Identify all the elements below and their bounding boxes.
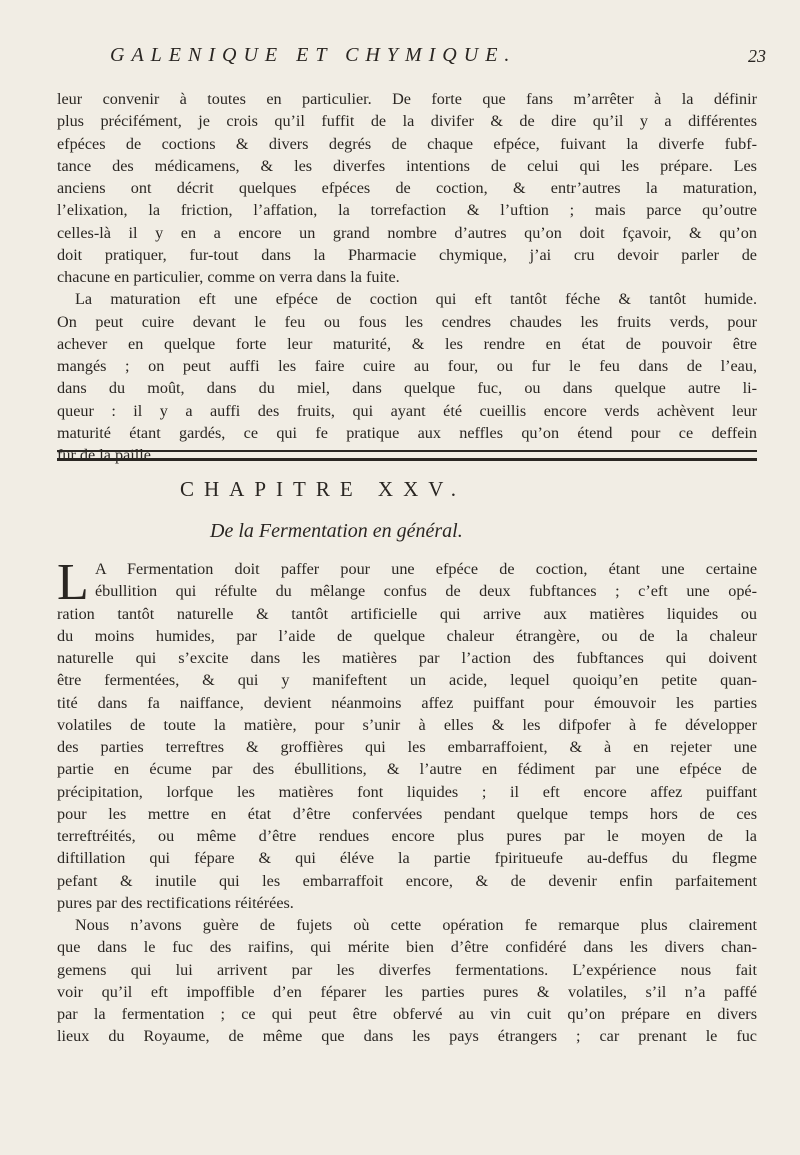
text-line: efpéces de coctions & divers degrés de chaque efpéce, fuivant la diverfe fubf-: [57, 134, 757, 153]
text-line: voir qu’il eft impoffible d’en féparer les parties pures & volatiles, s’il n’a paffé: [57, 982, 757, 1001]
text-line: La maturation eft une efpéce de coction qui eft tantôt féche & tantôt humide.: [75, 290, 757, 309]
text-line: être fermentées, & qui y manifeftent un acide, lequel quoiqu’en petite quan-: [57, 671, 757, 690]
text-line: queur : il y a auffi des fruits, qui ayant été cueillis encore verds achèvent leur: [57, 401, 757, 420]
text-line: tance des médicamens, & les diverfes intentions de celui qui les prépare. Les: [57, 156, 757, 175]
ornamental-rule: [57, 450, 757, 461]
text-line: dans du moût, dans du miel, dans quelque fuc, ou dans quelque autre li-: [57, 379, 757, 398]
text-line: gemens qui lui arrivent par les diverfes fermentations. L’expérience nous fait: [57, 960, 757, 979]
text-line: des parties terreftres & groffières qui les embarraffoient, & à en rejeter une: [57, 738, 757, 756]
text-line: précipitation, lorfque les matières font liquides ; il eft encore affez puiffant: [57, 782, 757, 801]
text-line: Nous n’avons guère de fujets où cette opération fe remarque plus clairement: [75, 916, 757, 934]
drop-cap: L: [57, 554, 89, 611]
text-line: plus précifément, je crois qu’il fuffit de la divifer & de dire qu’il y a différentes: [57, 112, 757, 131]
text-line: pefant & inutile qui les embarraffoit encore, & de devenir enfin parfaitement: [57, 871, 757, 890]
text-line: tité dans fa naiffance, devient néanmoins affez puiffant pour émouvoir les parties: [57, 693, 757, 712]
page-number: 23: [748, 46, 766, 66]
text-line: pures par des rectifications réitérées.: [57, 893, 294, 912]
text-line: mangés ; on peut auffi les faire cuire au four, ou fur le feu dans de l’eau,: [57, 357, 757, 375]
chapter-title: CHAPITRE XXV.: [180, 477, 466, 501]
text-line: pour les mettre en état d’être confervées pendant quelque temps hors de ces: [57, 804, 757, 823]
text-line: ébullition qui réfulte du mêlange confus de deux fubftances ; c’eft une opé-: [95, 582, 757, 601]
text-line: volatiles de toute la matière, pour s’unir à elles & les difpofer à fe développer: [57, 715, 757, 734]
text-line: partie en écume par des ébullitions, & l’autre en fédiment par une efpéce de: [57, 760, 757, 779]
text-line: maturité étant gardés, ce qui fe pratique aux neffles qu’on étend pour ce deffein: [57, 423, 757, 442]
chapter-subtitle: De la Fermentation en général.: [210, 520, 463, 542]
section-1-text: [57, 88, 757, 466]
text-line: terreftréités, ou même d’être rendues encore plus pures par le moyen de la: [57, 827, 757, 845]
text-line: A Fermentation doit paffer pour une efpéce de coction, étant une certaine: [95, 560, 757, 578]
text-line: ration tantôt naturelle & tantôt artificielle qui arrive aux matières liquides ou: [57, 604, 757, 623]
text-line: lieux du Royaume, de même que dans les pays étrangers ; car prenant le fuc: [57, 1027, 757, 1046]
text-line: achever en quelque forte leur maturité, & les rendre en état de pouvoir être: [57, 334, 757, 353]
text-line: naturelle qui s’excite dans les matières par l’action des fubftances qui doivent: [57, 649, 757, 667]
text-line: du moins humides, par l’aide de quelque chaleur étrangère, ou de la chaleur: [57, 626, 757, 645]
text-line: diftillation qui fépare & qui éléve la partie fpiritueufe au-deffus du flegme: [57, 849, 757, 868]
section-2-text: [57, 554, 757, 1048]
text-line: l’elixation, la friction, l’affation, la torrefaction & l’uftion ; mais parce qu’outre: [57, 201, 757, 220]
text-line: leur convenir à toutes en particulier. De forte que fans m’arrêter à la définir: [57, 90, 757, 108]
text-line: par la fermentation ; ce qui peut être obfervé au vin cuit qu’on prépare en divers: [57, 1005, 757, 1023]
text-line: celles-là il y en a encore un grand nombre d’autres qu’on doit fçavoir, & qu’on: [57, 223, 757, 242]
running-title: GALENIQUE ET CHYMIQUE.: [110, 44, 517, 66]
text-line: doit pratiquer, fur-tout dans la Pharmacie chymique, j’ai cru devoir parler de: [57, 245, 757, 264]
text-line: chacune en particulier, comme on verra dans la fuite.: [57, 268, 400, 286]
text-line: On peut cuire devant le feu ou fous les cendres chaudes les fruits verds, pour: [57, 312, 757, 331]
text-line: que dans le fuc des raifins, qui mérite bien d’être confidéré dans les divers chan-: [57, 938, 757, 957]
text-line: anciens ont décrit quelques efpéces de coction, & entr’autres la maturation,: [57, 179, 757, 197]
text-line: fur de la paille.: [57, 446, 155, 464]
